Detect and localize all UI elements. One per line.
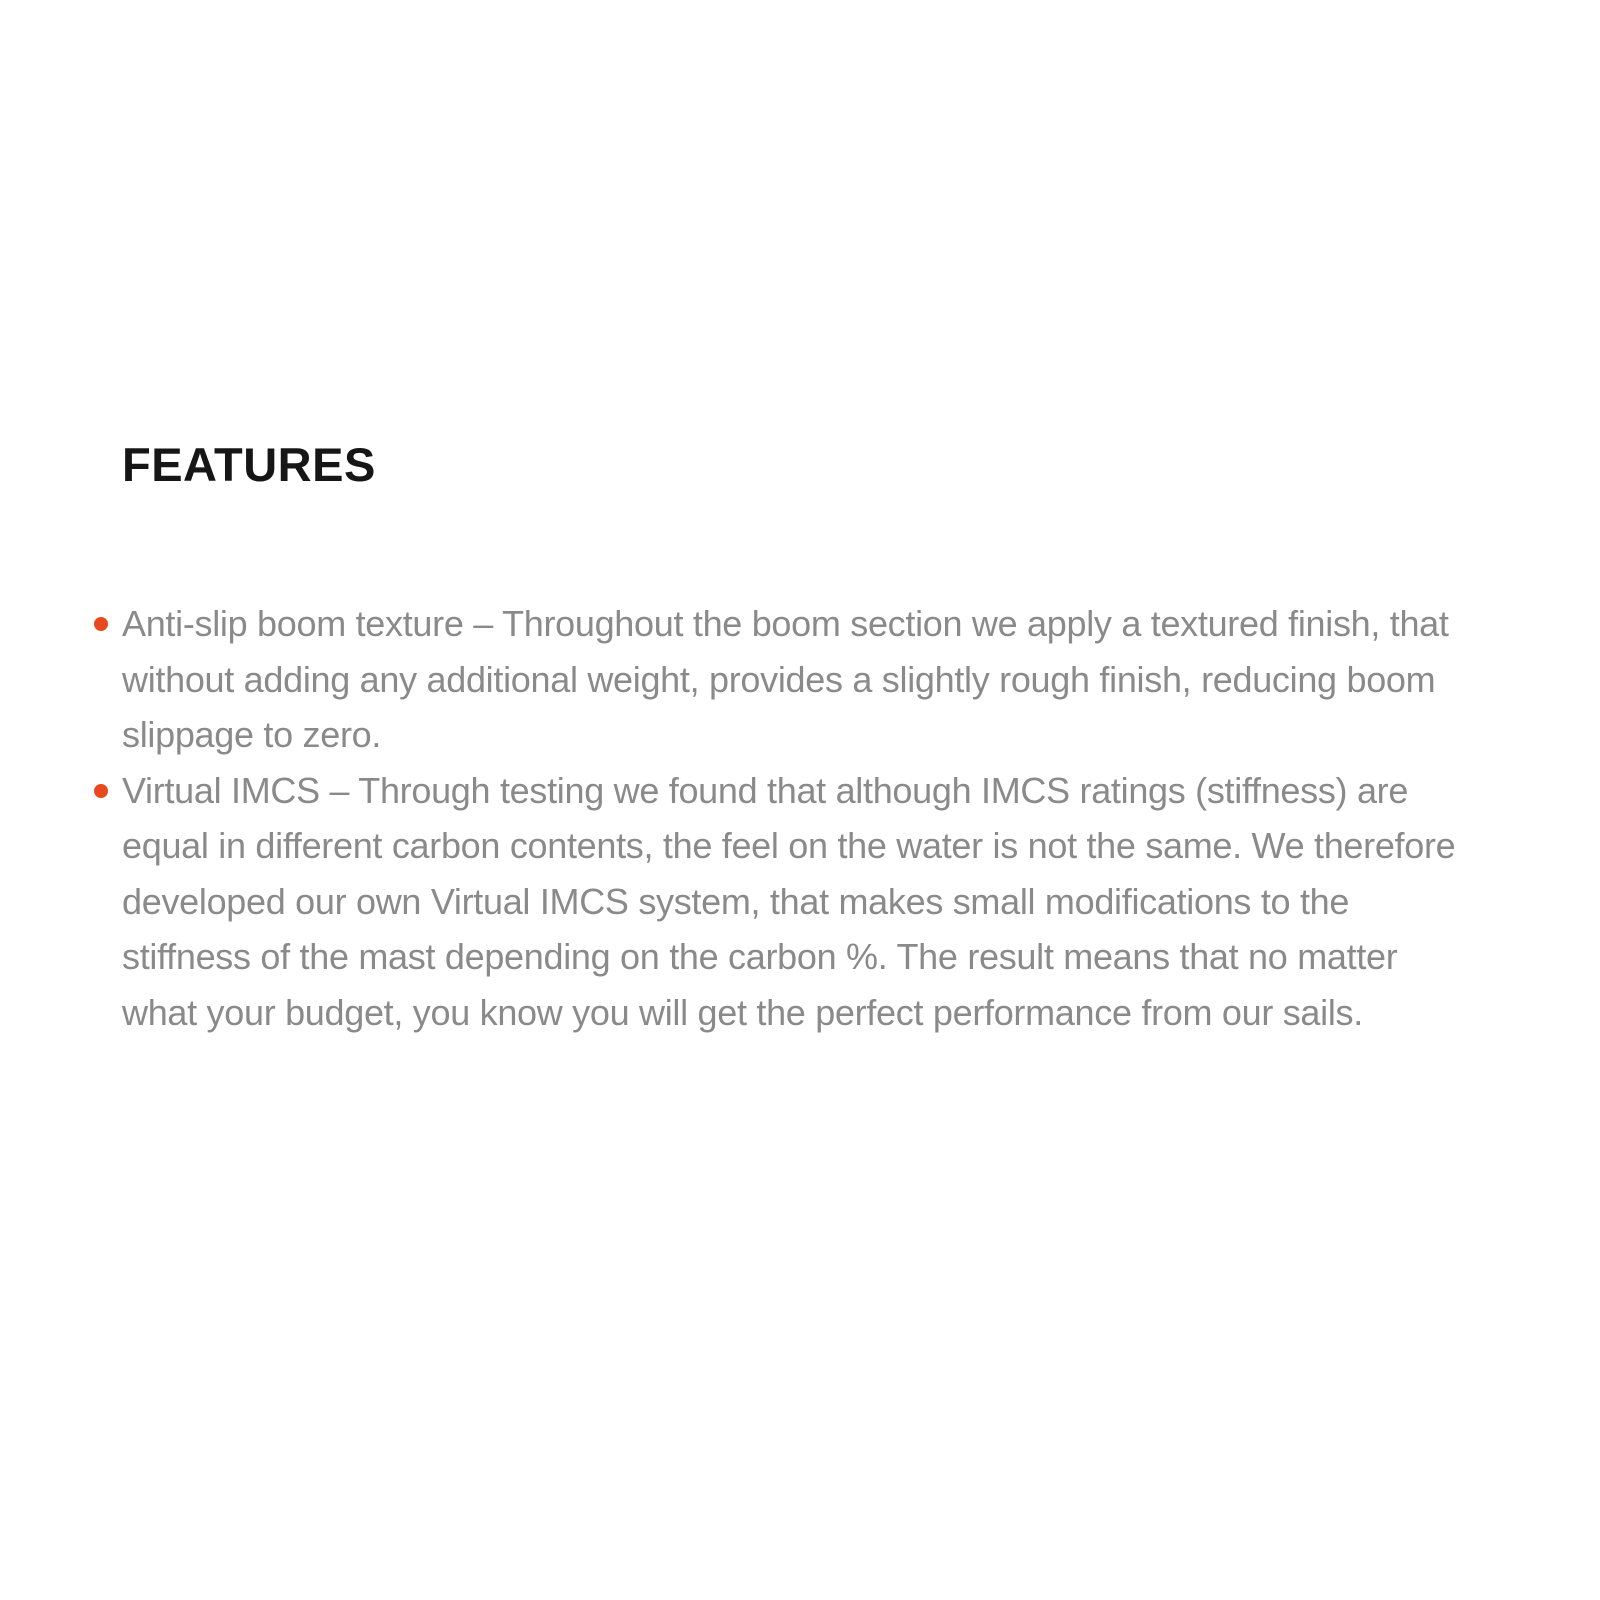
features-section bbox=[122, 440, 1472, 1040]
feature-item bbox=[122, 763, 1472, 1041]
feature-item bbox=[122, 596, 1472, 763]
feature-text: Virtual IMCS – Through testing we found that although IMCS ratings (stiffness) are equal in different carbon contents, the feel on the water is not the same. We therefore developed our own Virtual IMCS system, that makes small modifications to the stiffness of the mast depending on the carbon %. The result means that no matter what your budget, you know you will get the perfect performance from our sails. bbox=[122, 769, 1456, 1033]
bullet-icon bbox=[94, 617, 108, 631]
section-title: FEATURES bbox=[122, 438, 376, 491]
features-list bbox=[122, 596, 1472, 1040]
feature-text: Anti-slip boom texture – Throughout the boom section we apply a textured finish, that without adding any additional weight, provides a slightly rough finish, reducing boom slippage to zero. bbox=[122, 603, 1449, 755]
bullet-icon bbox=[94, 784, 108, 798]
